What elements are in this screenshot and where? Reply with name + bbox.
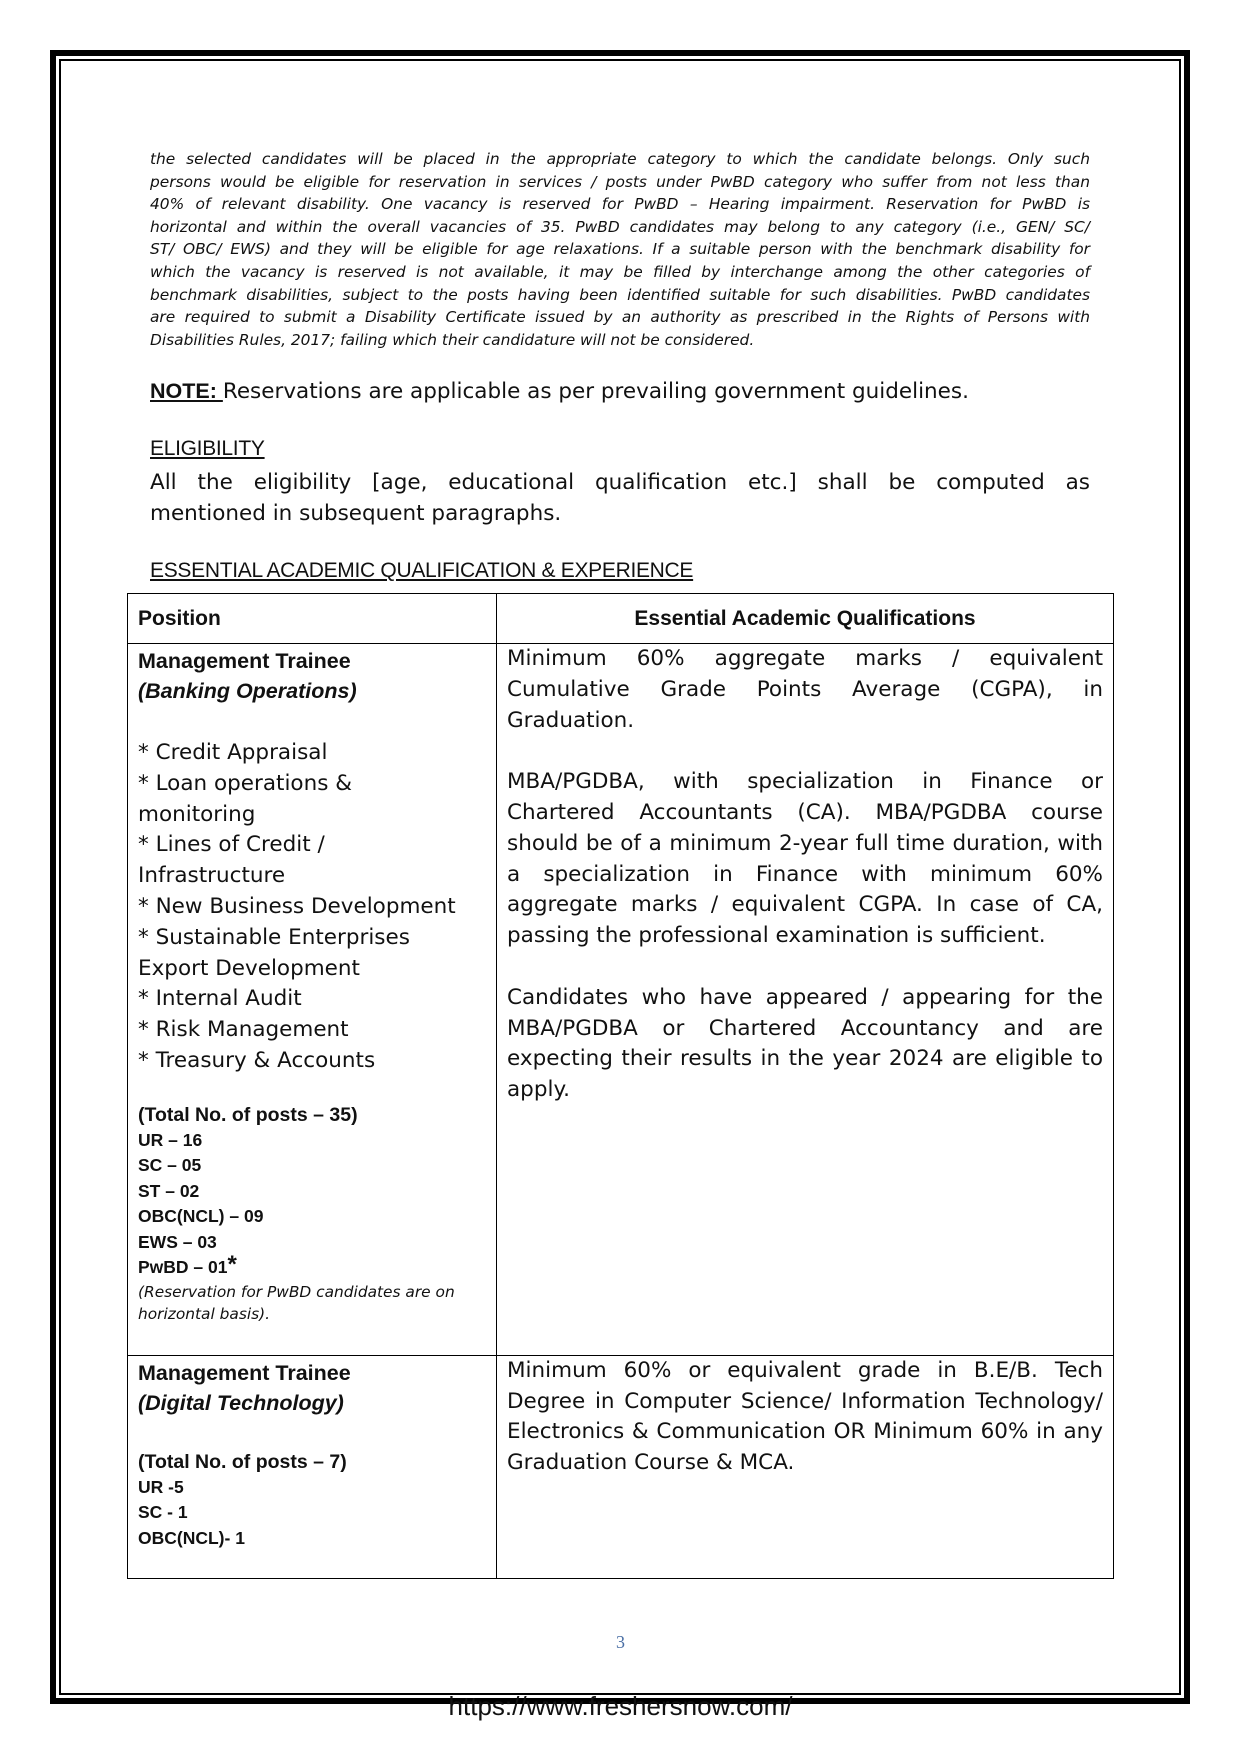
qualification-paragraph: Candidates who have appeared / appearing for the MBA/PGDBA or Chartered Accountancy and are expecting their results in the year 2024 are eligible to apply.	[507, 984, 1103, 1103]
paragraph-line: are required to submit a Disability Certificate issued by an authority as prescribed in the Rights of Persons with	[150, 308, 1090, 327]
duty-item: Export Development	[138, 955, 360, 981]
qualification-heading: ESSENTIAL ACADEMIC QUALIFICATION & EXPERIENCE	[150, 559, 694, 582]
position-title: Management Trainee	[138, 649, 351, 673]
position-cell	[128, 1355, 497, 1578]
posts-category-pwbd	[138, 1251, 486, 1281]
duty-item: * Lines of Credit /	[138, 832, 325, 858]
duty-item: * New Business Development	[138, 893, 456, 919]
paragraph-line: which the vacancy is reserved is not available, it may be filled by interchange among the other categories of	[150, 262, 1090, 281]
page-number: 3	[616, 1632, 625, 1652]
paragraph-line: horizontal and within the overall vacancies of 35. PwBD candidates may belong to any category (i.e., GEN/ SC/	[150, 217, 1090, 236]
posts-category: OBC(NCL) – 09	[138, 1206, 264, 1227]
position-subtitle: (Banking Operations)	[138, 679, 357, 703]
posts-category: ST – 02	[138, 1180, 200, 1201]
posts-note: (Reservation for PwBD candidates are on horizontal basis).	[138, 1282, 455, 1323]
qualification-paragraph: MBA/PGDBA, with specialization in Finance or Chartered Accountants (CA). MBA/PGDBA course should be of a minimum 2-year full time duration, with a specialization in Finance with minimum 60% aggregate marks / equivalent CGPA. In case of CA, passing the professional examination is sufficient.	[507, 769, 1103, 949]
position-cell	[128, 644, 497, 1356]
eligibility-heading: ELIGIBILITY	[150, 437, 265, 460]
posts-total: (Total No. of posts – 35)	[138, 1103, 358, 1126]
table-header-row	[128, 594, 1114, 644]
table-row	[128, 1355, 1114, 1578]
note-label: NOTE:	[150, 379, 223, 403]
posts-total: (Total No. of posts – 7)	[138, 1450, 347, 1473]
paragraph-line: Disabilities Rules, 2017; failing which their candidature will not be considered.	[150, 330, 755, 349]
column-header-position: Position	[128, 594, 497, 644]
note	[150, 377, 969, 406]
posts-category: UR -5	[138, 1476, 184, 1497]
qualification-paragraph: Minimum 60% or equivalent grade in B.E/B. Tech Degree in Computer Science/ Information Technology/ Electronics & Communication OR Minimum 60% in any Graduation Course & MCA.	[507, 1357, 1103, 1476]
duty-item: * Internal Audit	[138, 986, 302, 1012]
qualifications-cell	[497, 1355, 1114, 1578]
posts-category: SC – 05	[138, 1155, 202, 1176]
paragraph-line: benchmark disabilities, subject to the posts having been identified suitable for such disabilities. PwBD candidates	[150, 285, 1090, 304]
eligibility-line: All the eligibility [age, educational qualification etc.] shall be computed as	[150, 470, 1090, 495]
posts-category: OBC(NCL)- 1	[138, 1527, 245, 1548]
paragraph-line: ST/ OBC/ EWS) and they will be eligible for age relaxations. If a suitable person with the benchmark disability for	[150, 240, 1090, 259]
column-header-qualifications: Essential Academic Qualifications	[497, 594, 1114, 644]
posts-category: EWS – 03	[138, 1231, 217, 1252]
posts-category: UR – 16	[138, 1129, 203, 1150]
eligibility-text	[150, 467, 1090, 529]
paragraph-line: persons would be eligible for reservation in services / posts under PwBD category who suffer from not less than	[150, 172, 1090, 191]
duty-item: * Risk Management	[138, 1017, 349, 1043]
reservation-paragraph	[150, 148, 1090, 351]
duty-item: * Credit Appraisal	[138, 740, 328, 765]
qualifications-table	[127, 593, 1114, 1579]
posts-category-label: PwBD – 01	[138, 1257, 228, 1278]
eligibility-line: mentioned in subsequent paragraphs.	[150, 501, 562, 526]
qualification-paragraph: Minimum 60% aggregate marks / equivalent Cumulative Grade Points Average (CGPA), in Graduation.	[507, 646, 1103, 733]
posts-category: SC - 1	[138, 1502, 188, 1523]
note-text: Reservations are applicable as per prevailing government guidelines.	[222, 379, 969, 404]
duty-item: Infrastructure	[138, 863, 286, 889]
paragraph-line: 40% of relevant disability. One vacancy is reserved for PwBD – Hearing impairment. Reservation for PwBD is	[150, 195, 1090, 214]
duty-list	[138, 738, 486, 1077]
duty-item: monitoring	[138, 801, 256, 827]
paragraph-line: the selected candidates will be placed in the appropriate category to which the candidate belongs. Only such	[150, 150, 1090, 168]
watermark-url: https://www.freshersnow.com/	[448, 1691, 793, 1721]
duty-item: * Sustainable Enterprises	[138, 924, 410, 950]
duty-item: * Loan operations &	[138, 770, 353, 796]
duty-item: * Treasury & Accounts	[138, 1047, 376, 1073]
table-row	[128, 644, 1114, 1356]
position-subtitle: (Digital Technology)	[138, 1390, 344, 1415]
position-title: Management Trainee	[138, 1360, 351, 1385]
asterisk-marker: *	[227, 1251, 237, 1279]
qualifications-cell	[497, 644, 1114, 1356]
